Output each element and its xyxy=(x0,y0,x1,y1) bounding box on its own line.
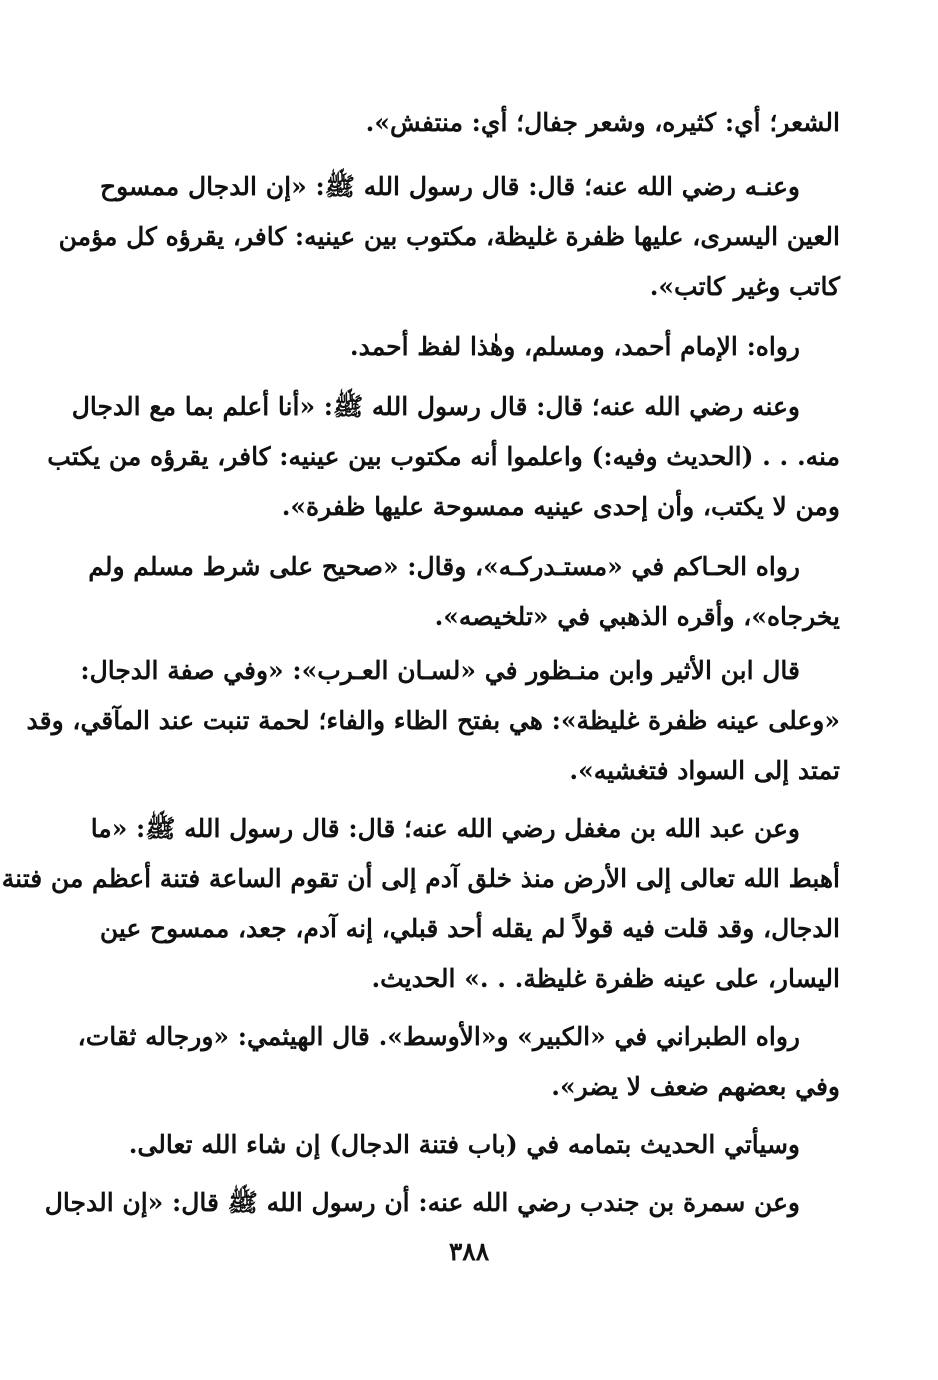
text-line: اليسار، على عينه ظفرة غليظة. . .» الحديث. xyxy=(371,964,840,993)
page-number: ٣٨٨ xyxy=(448,1237,490,1266)
text-line: رواه الحـاكم في «مستـدركـه»، وقال: «صحيح على شرط مسلم ولم xyxy=(88,552,800,581)
text-line: تمتد إلى السواد فتغشيه». xyxy=(569,756,840,785)
text-line: رواه الطبراني في «الكبير» و«الأوسط». قال الهيثمي: «ورجاله ثقات، xyxy=(77,1022,800,1051)
text-line: أهبط الله تعالى إلى الأرض منذ خلق آدم إلى أن تقوم الساعة فتنة أعظم من فتنة xyxy=(1,864,840,893)
text-line: وعنه رضي الله عنه؛ قال: قال رسول الله ﷺ: «أنا أعلم بما مع الدجال xyxy=(71,392,800,421)
text-line: قال ابن الأثير وابن منـظور في «لسـان العـرب»: «وفي صفة الدجال: xyxy=(80,656,800,685)
text-line: الدجال، وقد قلت فيه قولاً لم يقله أحد قبلي، إنه آدم، جعد، ممسوح عين xyxy=(99,914,840,943)
text-line: وفي بعضهم ضعف لا يضر». xyxy=(551,1072,840,1101)
text-line: وعنـه رضي الله عنه؛ قال: قال رسول الله ﷺ: «إن الدجال ممسوح xyxy=(100,172,800,201)
text-line: منه. . . (الحديث وفيه:) واعلموا أنه مكتوب بين عينيه: كافر، يقرؤه من يكتب xyxy=(47,442,840,471)
text-line: كاتب وغير كاتب». xyxy=(649,272,840,301)
text-line: وسيأتي الحديث بتمامه في (باب فتنة الدجال) إن شاء الله تعالى. xyxy=(128,1130,800,1159)
text-line: العين اليسرى، عليها ظفرة غليظة، مكتوب بين عينيه: كافر، يقرؤه كل مؤمن xyxy=(58,222,840,251)
text-line: رواه: الإمام أحمد، ومسلم، وهٰذا لفظ أحمد. xyxy=(349,332,800,361)
text-line: ومن لا يكتب، وأن إحدى عينيه ممسوحة عليها ظفرة». xyxy=(281,492,840,521)
text-line: وعن عبد الله بن مغفل رضي الله عنه؛ قال: قال رسول الله ﷺ: «ما xyxy=(90,814,800,843)
text-line: يخرجاه»، وأقره الذهبي في «تلخيصه». xyxy=(434,602,840,631)
text-line: وعن سمرة بن جندب رضي الله عنه: أن رسول الله ﷺ قال: «إن الدجال xyxy=(44,1188,800,1217)
text-line: الشعر؛ أي: كثيره، وشعر جفال؛ أي: منتفش». xyxy=(365,108,840,137)
text-line: «وعلى عينه ظفرة غليظة»: هي بفتح الظاء والفاء؛ لحمة تنبت عند المآقي، وقد xyxy=(26,706,840,735)
